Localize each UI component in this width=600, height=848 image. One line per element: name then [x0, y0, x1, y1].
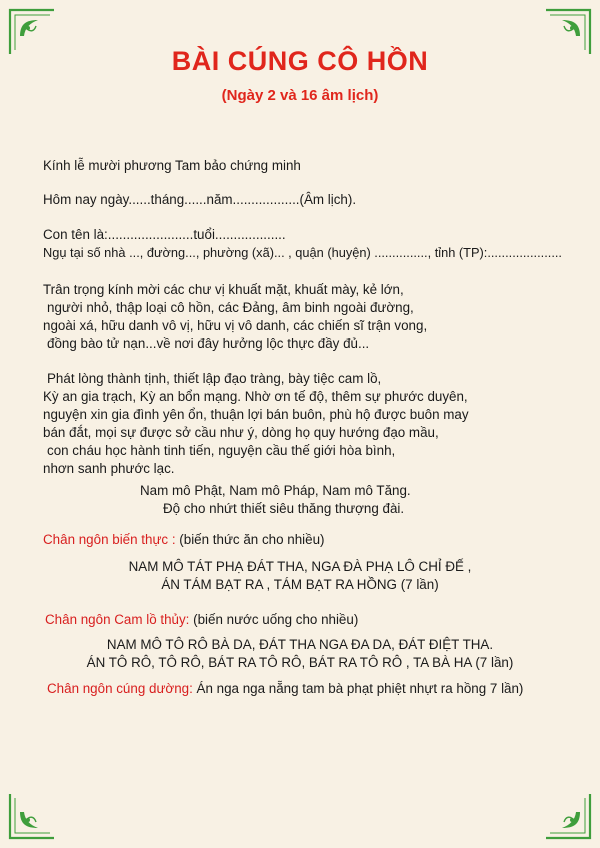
page-subtitle: (Ngày 2 và 16 âm lịch): [221, 87, 379, 104]
invitation-line: Trân trọng kính mời các chư vị khuất mặt, khuất mày, kẻ lớn,: [43, 282, 404, 297]
prayer-line: Phát lòng thành tịnh, thiết lập đạo tràng, bày tiệc cam lồ,: [47, 371, 382, 386]
info-line: Ngụ tại số nhà ..., đường..., phường (xã)... , quận (huyện) ..............., tỉnh (TP):.....................: [43, 245, 562, 260]
prayer-line: nhơn sanh phước lạc.: [43, 461, 175, 476]
mantra-heading: [43, 531, 324, 549]
mantra-line: ÁN TÁM BẠT RA , TÁM BẠT RA HỒNG (7 lần): [161, 577, 439, 592]
invitation-line: ngoài xá, hữu danh vô vị, hữu vị vô danh, các chiến sĩ trận vong,: [43, 318, 428, 333]
intro-line: Kính lễ mười phương Tam bảo chứng minh: [43, 158, 301, 173]
mantra-label: Chân ngôn cúng dường:: [47, 681, 197, 696]
page-title: BÀI CÚNG CÔ HỒN: [171, 46, 429, 76]
mantra-label: Chân ngôn Cam lồ thủy:: [45, 612, 194, 627]
invitation-line: đồng bào tử nạn...về nơi đây hưởng lộc thực đầy đủ...: [47, 336, 370, 351]
mantra-line: ÁN TÔ RÔ, TÔ RÔ, BÁT RA TÔ RÔ, BÁT RA TÔ RÔ , TA BÀ HA (7 lần): [86, 655, 514, 670]
mantra-description: (biến thức ăn cho nhiều): [179, 532, 325, 547]
mantra-description: (biến nước uống cho nhiều): [193, 612, 359, 627]
namo-line: Độ cho nhứt thiết siêu thăng thượng đài.: [163, 501, 405, 516]
prayer-line: nguyện xin gia đình yên ổn, thuận lợi bán buôn, phù hộ được buôn may: [43, 407, 469, 422]
corner-ornament-icon: [542, 790, 594, 842]
intro-line: Hôm nay ngày......tháng......năm..................(Âm lịch).: [43, 192, 357, 207]
corner-ornament-icon: [6, 790, 58, 842]
prayer-line: con cháu học hành tinh tiến, nguyện cầu thế giới hòa bình,: [47, 443, 396, 458]
prayer-line: bán đắt, mọi sự được sở cầu như ý, dòng họ quy hướng đạo mầu,: [43, 425, 439, 440]
info-line: Con tên là:.......................tuổi...................: [43, 227, 286, 242]
mantra-line: NAM MÔ TÁT PHẠ ĐÁT THA, NGA ĐÀ PHẠ LÔ CHỈ ĐẾ ,: [128, 559, 472, 574]
mantra-line: NAM MÔ TÔ RÔ BÀ DA, ĐÁT THA NGA ĐA DA, ĐÁT ĐIỆT THA.: [106, 637, 494, 652]
namo-line: Nam mô Phật, Nam mô Pháp, Nam mô Tăng.: [140, 483, 411, 498]
mantra-heading: [45, 611, 358, 629]
mantra-label: Chân ngôn biến thực :: [43, 532, 180, 547]
invitation-line: người nhỏ, thập loại cô hồn, các Đảng, âm binh ngoài đường,: [47, 300, 414, 315]
mantra-heading: [47, 680, 523, 698]
prayer-line: Kỳ an gia trạch, Kỳ an bổn mạng. Nhờ ơn tế độ, thêm sự phước duyên,: [43, 389, 468, 404]
mantra-description: Án nga nga nẵng tam bà phạt phiệt nhựt ra hồng 7 lần): [196, 681, 524, 696]
